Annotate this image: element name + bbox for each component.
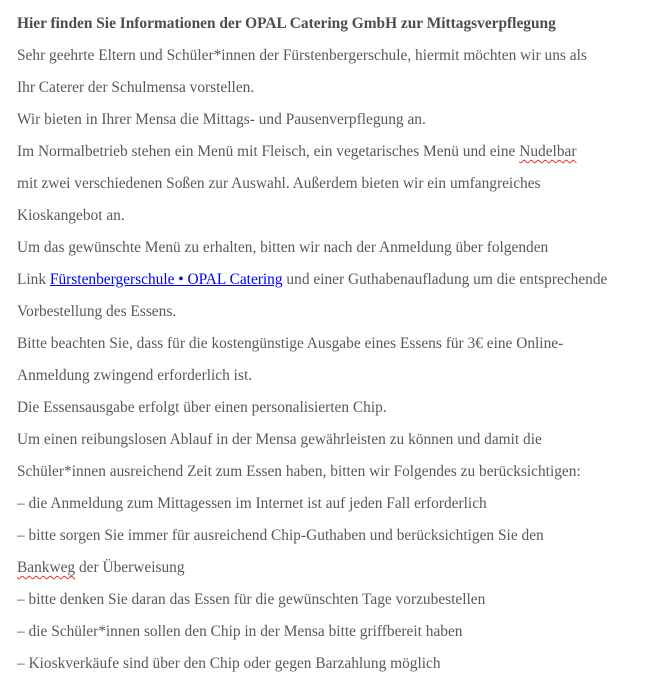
list-item-3: – bitte denken Sie daran das Essen für die gewünschten Tage vorzubestellen xyxy=(17,591,486,608)
list-item-2-line-2 xyxy=(17,552,662,584)
notice-line-2: Anmeldung zwingend erforderlich ist. xyxy=(17,367,253,384)
order-line-2-prefix: Link xyxy=(17,271,50,288)
menu-line-1-text: Im Normalbetrieb stehen ein Menü mit Fleisch, ein vegetarisches Menü und eine xyxy=(17,143,520,160)
list-item-2-line-2-text: der Überweisung xyxy=(75,559,185,576)
spellcheck-word-bankweg: Bankweg xyxy=(17,559,76,576)
list-item-2-line-1: – bitte sorgen Sie immer für ausreichend Chip-Guthaben und berücksichtigen Sie den xyxy=(17,527,544,544)
list-item-1: – die Anmeldung zum Mittagessen im Internet ist auf jeden Fall erforderlich xyxy=(17,495,487,512)
list-item-4: – die Schüler*innen sollen den Chip in der Mensa bitte griffbereit haben xyxy=(17,623,463,640)
order-line-2-suffix: und einer Guthabenaufladung um die entsprechende xyxy=(282,271,608,288)
offer-line: Wir bieten in Ihrer Mensa die Mittags- und Pausenverpflegung an. xyxy=(17,111,426,128)
document-body xyxy=(17,8,662,680)
opal-catering-link[interactable]: Fürstenbergerschule • OPAL Catering xyxy=(49,271,283,288)
menu-line-2: mit zwei verschiedenen Soßen zur Auswahl. Außerdem bieten wir ein umfangreiches xyxy=(17,175,541,192)
list-item-5: – Kioskverkäufe sind über den Chip oder gegen Barzahlung möglich xyxy=(17,655,441,672)
order-line-2 xyxy=(17,264,662,296)
intro-line-2: Ihr Caterer der Schulmensa vorstellen. xyxy=(17,79,255,96)
spellcheck-word-nudelbar: Nudelbar xyxy=(519,143,577,160)
menu-line-1 xyxy=(17,136,662,168)
chip-line: Die Essensausgabe erfolgt über einen personalisierten Chip. xyxy=(17,399,387,416)
order-line-1: Um das gewünschte Menü zu erhalten, bitten wir nach der Anmeldung über folgenden xyxy=(17,239,549,256)
menu-line-3: Kioskangebot an. xyxy=(17,207,125,224)
notice-line-1: Bitte beachten Sie, dass für die kostengünstige Ausgabe eines Essens für 3€ eine Online- xyxy=(17,335,564,352)
intro-line-1: Sehr geehrte Eltern und Schüler*innen der Fürstenbergerschule, hiermit möchten wir uns als xyxy=(17,47,587,64)
order-line-3: Vorbestellung des Essens. xyxy=(17,303,177,320)
document-heading: Hier finden Sie Informationen der OPAL Catering GmbH zur Mittagsverpflegung xyxy=(17,15,556,32)
process-line-1: Um einen reibungslosen Ablauf in der Mensa gewährleisten zu können und damit die xyxy=(17,431,542,448)
process-line-2: Schüler*innen ausreichend Zeit zum Essen haben, bitten wir Folgendes zu berücksichtigen: xyxy=(17,463,581,480)
